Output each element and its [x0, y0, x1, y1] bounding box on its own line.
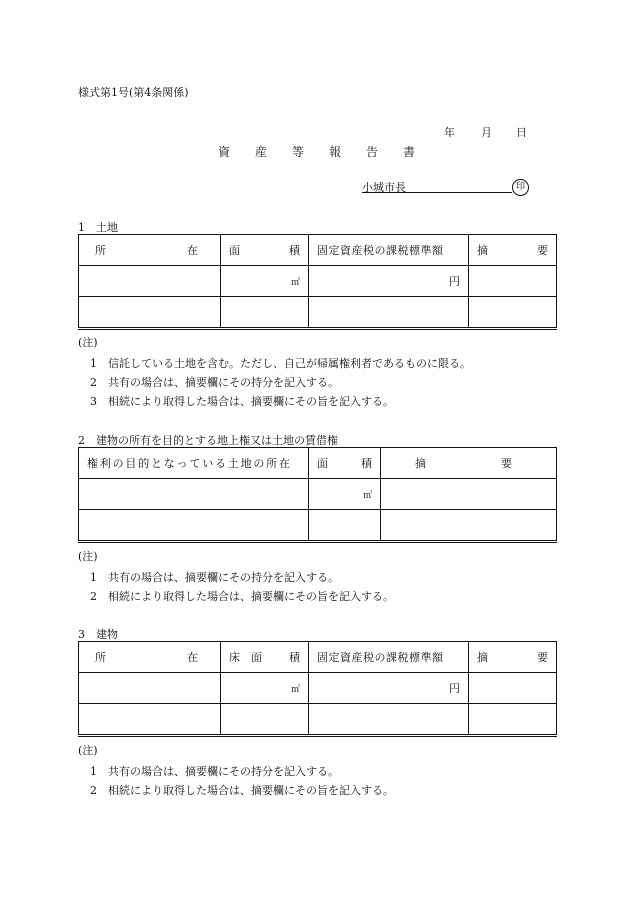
building-table: [78, 641, 557, 737]
notes-header: (注): [78, 336, 98, 349]
table-header-row: [79, 642, 557, 673]
header-remarks-1: 摘: [477, 244, 488, 257]
land-table: [78, 234, 557, 330]
header-remarks-2: 要: [537, 651, 548, 664]
note-item: 3 相続により取得した場合は、摘要欄にその旨を記入する。: [90, 395, 394, 408]
floor-area-cell[interactable]: [221, 704, 309, 736]
title-char: 報: [329, 145, 342, 159]
section-1-heading: 1 土地: [78, 221, 118, 234]
header-land-location: 権利の目的となっている土地の所在: [87, 457, 292, 470]
area-cell[interactable]: [309, 510, 381, 542]
land-location-cell[interactable]: [79, 510, 309, 542]
remarks-cell[interactable]: [469, 297, 557, 329]
seal-mark: 印: [512, 179, 529, 196]
header-tax-base: 固定資産税の課税標準額: [317, 244, 444, 257]
section-3-heading: 3 建物: [78, 628, 118, 641]
land-location-cell[interactable]: [79, 479, 309, 510]
note-item: 2 相続により取得した場合は、摘要欄にその旨を記入する。: [90, 784, 394, 797]
table-row: [79, 673, 557, 704]
location-cell[interactable]: [79, 673, 221, 704]
title-char: 資: [218, 145, 231, 159]
sqm-unit: ㎡: [290, 684, 300, 695]
tax-base-cell[interactable]: [309, 704, 469, 736]
table-row: [79, 297, 557, 329]
sqm-unit: ㎡: [290, 277, 300, 288]
area-cell[interactable]: [221, 266, 309, 297]
note-item: 1 共有の場合は、摘要欄にその持分を記入する。: [90, 765, 339, 778]
remarks-cell[interactable]: [381, 479, 557, 510]
tax-base-cell[interactable]: [309, 673, 469, 704]
table-row: [79, 510, 557, 542]
title-char: 産: [255, 145, 268, 159]
remarks-cell[interactable]: [469, 266, 557, 297]
title-char: 告: [366, 145, 379, 159]
header-location-1: 所: [95, 651, 106, 664]
header-area-1: 面: [229, 244, 240, 257]
sqm-unit: ㎡: [362, 490, 372, 501]
table-row: [79, 479, 557, 510]
title-char: 等: [292, 145, 305, 159]
note-item: 1 共有の場合は、摘要欄にその持分を記入する。: [90, 571, 339, 584]
tax-base-cell[interactable]: [309, 266, 469, 297]
header-floor-area-2: 積: [289, 651, 300, 664]
form-number-label: 様式第1号(第4条関係): [78, 86, 189, 99]
area-cell[interactable]: [221, 297, 309, 329]
date-month-label: 月: [481, 126, 492, 139]
note-item: 2 共有の場合は、摘要欄にその持分を記入する。: [90, 376, 339, 389]
header-remarks-1: 摘: [415, 457, 426, 470]
recipient-name: 小城市長: [362, 181, 406, 194]
notes-header: (注): [78, 550, 98, 563]
notes-header: (注): [78, 744, 98, 757]
yen-unit: 円: [449, 275, 460, 288]
land-rights-table: [78, 447, 557, 543]
header-location-1: 所: [95, 244, 106, 257]
remarks-cell[interactable]: [469, 704, 557, 736]
yen-unit: 円: [449, 682, 460, 695]
table-header-row: [79, 448, 557, 479]
header-tax-base: 固定資産税の課税標準額: [317, 651, 444, 664]
header-area-2: 積: [289, 244, 300, 257]
date-day-label: 日: [516, 126, 527, 139]
header-location-2: 在: [187, 244, 198, 257]
location-cell[interactable]: [79, 704, 221, 736]
header-remarks-1: 摘: [477, 651, 488, 664]
remarks-cell[interactable]: [469, 673, 557, 704]
header-area-1: 面: [317, 457, 328, 470]
table-row: [79, 704, 557, 736]
area-cell[interactable]: [309, 479, 381, 510]
location-cell[interactable]: [79, 266, 221, 297]
header-remarks-2: 要: [537, 244, 548, 257]
note-item: 2 相続により取得した場合は、摘要欄にその旨を記入する。: [90, 590, 394, 603]
header-floor-area-1: 床 面: [229, 651, 262, 664]
title-char: 書: [403, 145, 416, 159]
floor-area-cell[interactable]: [221, 673, 309, 704]
header-location-2: 在: [187, 651, 198, 664]
remarks-cell[interactable]: [381, 510, 557, 542]
note-item: 1 信託している土地を含む。ただし、自己が帰属権利者であるものに限る。: [90, 357, 471, 370]
recipient-underline: [362, 192, 512, 193]
date-year-label: 年: [444, 126, 455, 139]
header-remarks-2: 要: [501, 457, 512, 470]
tax-base-cell[interactable]: [309, 297, 469, 329]
table-header-row: [79, 235, 557, 266]
header-area-2: 積: [361, 457, 372, 470]
section-2-heading: 2 建物の所有を目的とする地上権又は土地の賃借権: [78, 434, 338, 447]
table-row: [79, 266, 557, 297]
location-cell[interactable]: [79, 297, 221, 329]
